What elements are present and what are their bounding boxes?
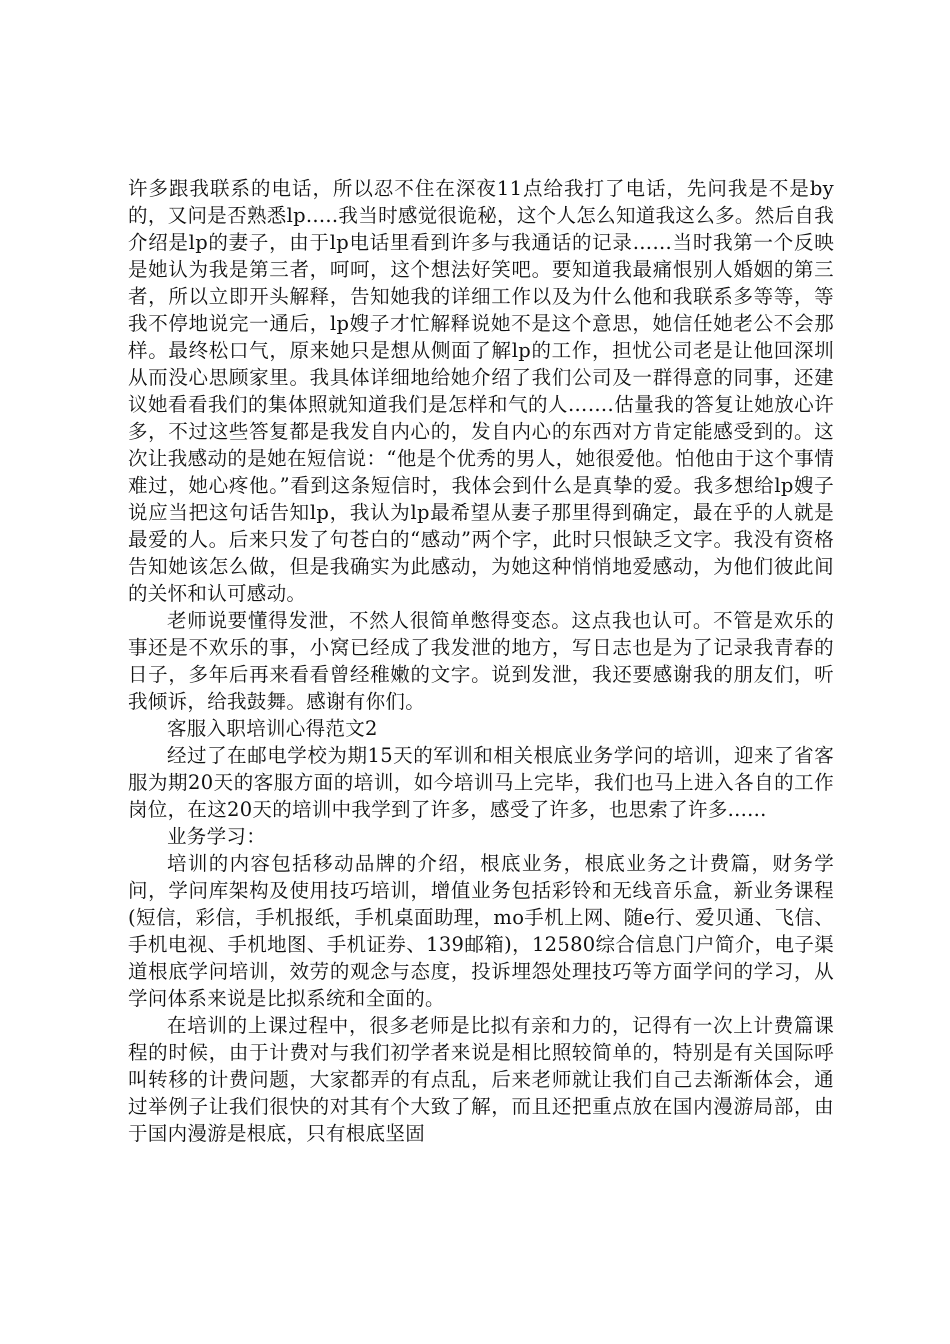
paragraph-5: 在培训的上课过程中，很多老师是比拟有亲和力的，记得有一次上计费篇课程的时候，由于计费对与我们初学者来说是相比照较简单的，特别是有关国际呼叫转移的计费问题，大家都弄的有点乱，后来老师就让我们自己去渐渐体会，通过举例子让我们很快的对其有个大致了解，而且还把重点放在国内漫游局部，由于国内漫游是根底，只有根底坚固 [128, 1014, 834, 1145]
paragraph-3: 经过了在邮电学校为期15天的军训和相关根底业务学问的培训，迎来了省客服为期20天的客服方面的培训，如今培训马上完毕，我们也马上进入各自的工作岗位，在这20天的培训中我学到了许多，感受了许多，也思索了许多...... [128, 744, 834, 821]
document-body [128, 175, 834, 1147]
paragraph-2: 老师说要懂得发泄，不然人很简单憋得变态。这点我也认可。不管是欢乐的事还是不欢乐的事，小窝已经成了我发泄的地方，写日志也是为了记录我青春的日子，多年后再来看看曾经稚嫩的文字。说到发泄，我还要感谢我的朋友们，听我倾诉，给我鼓舞。感谢有你们。 [128, 609, 834, 713]
paragraph-4: 培训的内容包括移动品牌的介绍，根底业务，根底业务之计费篇，财务学问，学问库架构及使用技巧培训，增值业务包括彩铃和无线音乐盒，新业务课程(短信，彩信，手机报纸，手机桌面助理，mo手机上网、随e行、爱贝通、飞信、手机电视、手机地图、手机证券、139邮箱)，12580综合信息门户简介，电子渠道根底学问培训，效劳的观念与态度，投诉埋怨处理技巧等方面学问的学习，从学问体系来说是比拟系统和全面的。 [128, 852, 834, 1010]
subheading-business-study: 业务学习： [167, 825, 267, 848]
paragraph-1: 许多跟我联系的电话，所以忍不住在深夜11点给我打了电话，先问我是不是by的，又问是否熟悉lp.....我当时感觉很诡秘，这个人怎么知道我这么多。然后自我介绍是lp的妻子，由于lp电话里看到许多与我通话的记录……当时我第一个反映是她认为我是第三者，呵呵，这个想法好笑吧。要知道我最痛恨别人婚姻的第三者，所以立即开头解释，告知她我的详细工作以及为什么他和我联系多等等，等我不停地说完一通后，lp嫂子才忙解释说她不是这个意思，她信任她老公不会那样。最终松口气，原来她只是想从侧面了解lp的工作，担忧公司老是让他回深圳从而没心思顾家里。我具体详细地给她介绍了我们公司及一群得意的同事，还建议她看看我们的集体照就知道我们是怎样和气的人…….估量我的答复让她放心许多，不过这些答复都是我发自内心的，发自内心的东西对方肯定能感受到的。这次让我感动的是她在短信说：“他是个优秀的男人，她很爱他。怕他由于这个事情难过，她心疼他。”看到这条短信时，我体会到什么是真挚的爱。我多想给lp嫂子说应当把这句话告知lp，我认为lp最希望从妻子那里得到确定，最在乎的人就是最爱的人。后来只发了句苍白的“感动”两个字，此时只恨缺乏文字。我没有资格告知她该怎么做，但是我确实为此感动，为她这种悄悄地爱感动，为他们彼此间的关怀和认可感动。 [128, 177, 834, 605]
section-heading: 客服入职培训心得范文2 [167, 717, 378, 740]
